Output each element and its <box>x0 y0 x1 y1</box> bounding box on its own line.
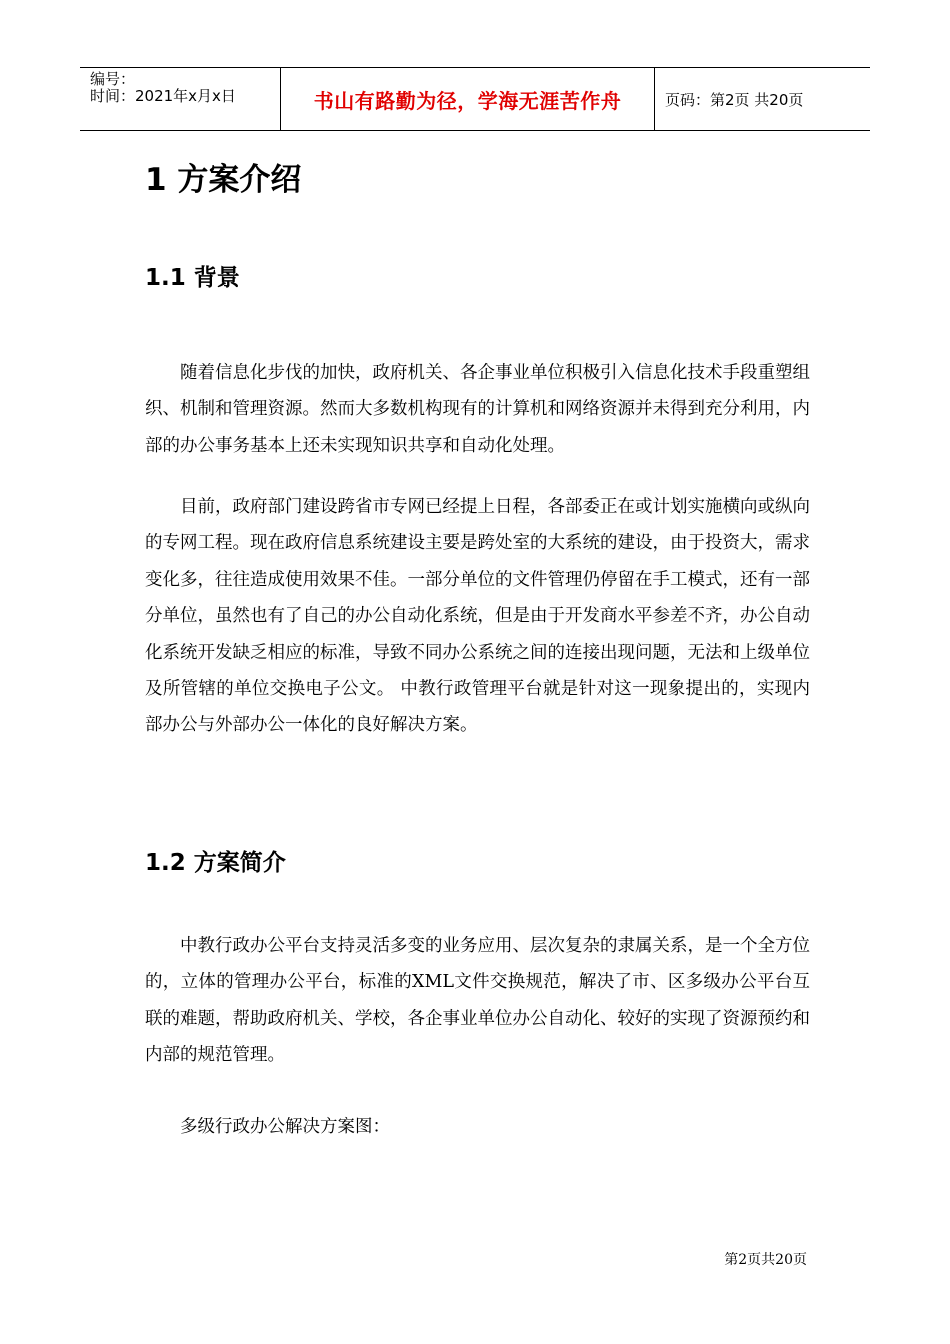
section-1-1-title: 1.1 背景 <box>145 265 240 291</box>
overview-paragraph-2: 多级行政办公解决方案图： <box>180 1117 390 1137</box>
background-paragraph-1: 随着信息化步伐的加快，政府机关、各企事业单位积极引入信息化技术手段重塑组织、机制和管理资源。然而大多数机构现有的计算机和网络资源并未得到充分利用，内部的办公事务基本上还未实现知识共享和自动化处理。 <box>145 363 810 456</box>
document-time-label: 时间：2021年x月x日 <box>90 87 236 105</box>
header-motto: 书山有路勤为径，学海无涯苦作舟 <box>281 68 655 130</box>
overview-paragraph-1: 中教行政办公平台支持灵活多变的业务应用、层次复杂的隶属关系，是一个全方位的，立体的管理办公平台，标准的XML文件交换规范，解决了市、区多级办公平台互联的难题，帮助政府机关、学校，各企事业单位办公自动化、较好的实现了资源预约和内部的规范管理。 <box>145 936 810 1066</box>
header-page-info: 页码：第2页 共20页 <box>665 90 804 109</box>
header-meta <box>80 68 281 130</box>
page-header <box>80 67 870 131</box>
background-paragraph-2: 目前，政府部门建设跨省市专网已经提上日程，各部委正在或计划实施横向或纵向的专网工程。现在政府信息系统建设主要是跨处室的大系统的建设，由于投资大，需求变化多，往往造成使用效果不佳。一部分单位的文件管理仍停留在手工模式，还有一部分单位，虽然也有了自己的办公自动化系统，但是由于开发商水平参差不齐，办公自动化系统开发缺乏相应的标准，导致不同办公系统之间的连接出现问题，无法和上级单位及所管辖的单位交换电子公文。 中教行政管理平台就是针对这一现象提出的，实现内部办公与外部办公一体化的良好解决方案。 <box>145 497 810 736</box>
section-1-2-title: 1.2 方案简介 <box>145 850 286 876</box>
section-1-title: 1 方案介绍 <box>145 162 302 198</box>
document-number-label: 编号： <box>90 70 136 88</box>
page-footer: 第2页共20页 <box>724 1252 807 1268</box>
